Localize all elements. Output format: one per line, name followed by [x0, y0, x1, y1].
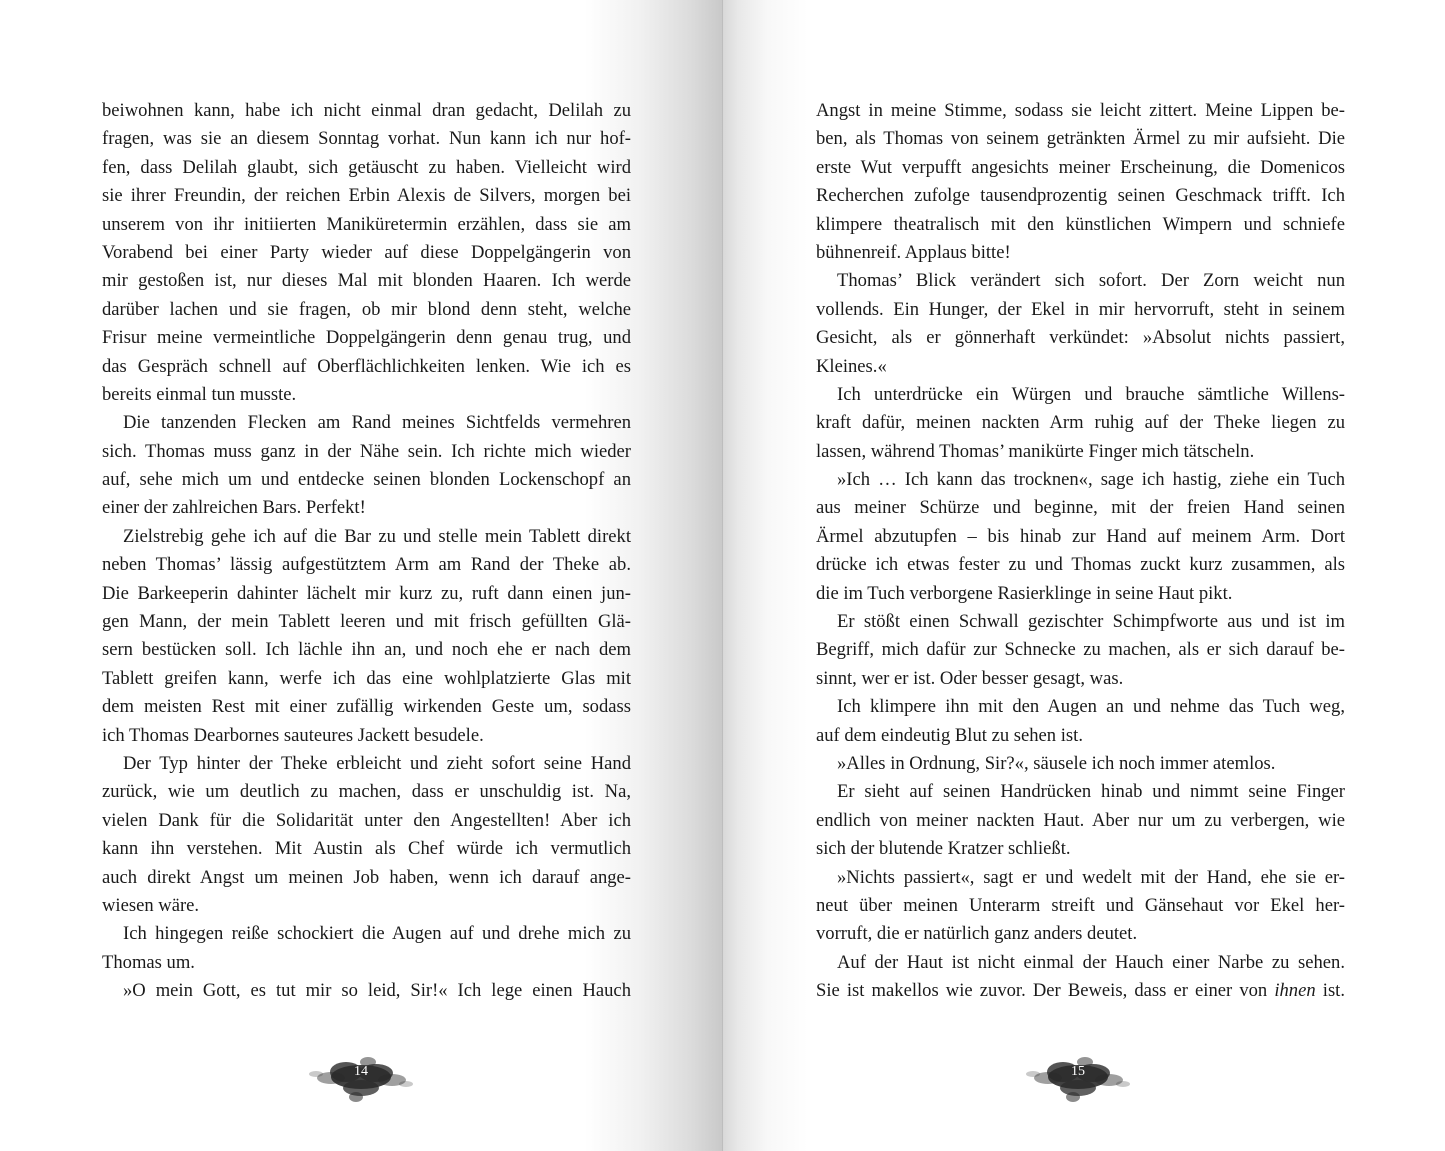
text-line: kraft dafür, meinen nackten Arm ruhig auf der Theke liegen zu — [816, 412, 1345, 434]
text-run: ist. — [1322, 980, 1345, 1002]
text-line: Begriff, mich dafür zur Schnecke zu machen, als er sich darauf be- — [816, 639, 1345, 661]
text-line: vorruft, die er natürlich ganz anders deutet. — [816, 923, 1138, 945]
italic-word: ihnen — [1274, 980, 1316, 1002]
text-line: ich Thomas Dearbornes sauteures Jackett besudele. — [102, 724, 484, 746]
text-line: neben Thomas’ lässig aufgestütztem Arm am Rand der Theke ab. — [102, 554, 631, 576]
text-line: Gesicht, als er gönnerhaft verkündet: »Absolut nichts passiert, — [816, 327, 1345, 349]
text-line — [816, 977, 1345, 1005]
text-line: Ich hingegen reiße schockiert die Augen auf und drehe mich zu — [123, 923, 631, 945]
text-line: Er sieht auf seinen Handrücken hinab und nimmt seine Finger — [837, 781, 1345, 803]
text-line: mir gestoßen ist, nur dieses Mal mit blonden Haaren. Ich werde — [102, 270, 631, 292]
left-page — [0, 0, 722, 1151]
text-line: vollends. Ein Hunger, der Ekel in mir hervorruft, steht in seinem — [816, 298, 1345, 320]
text-line: gen Mann, der mein Tablett leeren und mit frisch gefüllten Glä- — [102, 611, 631, 633]
text-line: »Alles in Ordnung, Sir?«, säusele ich noch immer atemlos. — [837, 752, 1276, 774]
page-number: 15 — [1071, 1064, 1085, 1079]
text-line: sie ihrer Freundin, der reichen Erbin Alexis de Silvers, morgen bei — [102, 185, 631, 207]
text-line: beiwohnen kann, habe ich nicht einmal dran gedacht, Delilah zu — [102, 100, 631, 121]
text-line: sinnt, wer er ist. Oder besser gesagt, was. — [816, 667, 1124, 689]
text-line: fen, dass Delilah glaubt, sich getäuscht zu haben. Vielleicht wird — [102, 156, 631, 178]
text-line: sich. Thomas muss ganz in der Nähe sein. Ich richte mich wieder — [102, 440, 631, 462]
text-line: Zielstrebig gehe ich auf die Bar zu und stelle mein Tablett direkt — [123, 525, 631, 547]
text-line: das Gespräch schnell auf Oberflächlichkeiten lenken. Wie ich es — [102, 355, 631, 377]
text-line: die im Tuch verborgene Rasierklinge in seine Haut pikt. — [816, 582, 1233, 604]
text-line: Vorabend bei einer Party wieder auf diese Doppelgängerin von — [102, 241, 631, 263]
right-page-text — [816, 97, 1345, 1006]
text-line: ben, als Thomas von seinem getränkten Ärmel zu mir aufsieht. Die — [816, 128, 1345, 150]
text-line: Kleines.« — [816, 355, 887, 377]
text-line: wiesen wäre. — [102, 894, 200, 916]
text-line: neut über meinen Unterarm streift und Gänsehaut vor Ekel her- — [816, 894, 1345, 916]
text-line: endlich von meiner nackten Haut. Aber nur um zu verbergen, wie — [816, 809, 1345, 831]
text-line: unserem von ihr initiierten Maniküretermin erzählen, dass sie am — [102, 213, 631, 235]
text-line: »Ich … Ich kann das trocknen«, sage ich hastig, ziehe ein Tuch — [837, 469, 1345, 491]
right-page — [722, 0, 1445, 1151]
left-page-text — [102, 97, 631, 1006]
text-line: »O mein Gott, es tut mir so leid, Sir!« Ich lege einen Hauch — [123, 980, 631, 1002]
text-line: Die tanzenden Flecken am Rand meines Sichtfelds vermehren — [123, 412, 631, 434]
text-line: dem meisten Rest mit einer zufällig wirkenden Geste um, sodass — [102, 696, 631, 718]
text-line: erste Wut verpufft angesichts meiner Erscheinung, die Domenicos — [816, 156, 1345, 178]
text-line: Angst in meine Stimme, sodass sie leicht zittert. Meine Lippen be- — [816, 100, 1345, 121]
text-line: fragen, was sie an diesem Sonntag vorhat. Nun kann ich nur hof- — [102, 128, 631, 150]
text-line: Die Barkeeperin dahinter lächelt mir kurz zu, ruft dann einen jun- — [102, 582, 631, 604]
text-line: sern bestücken soll. Ich lächle ihn an, und noch ehe er nach dem — [102, 639, 631, 661]
text-line: Tablett greifen kann, werfe ich das eine wohlplatzierte Glas mit — [102, 667, 631, 689]
text-line: auf dem eindeutig Blut zu sehen ist. — [816, 724, 1083, 746]
text-line: einer der zahlreichen Bars. Perfekt! — [102, 497, 366, 519]
text-line: Frisur meine vermeintliche Doppelgängerin denn genau trug, und — [102, 327, 631, 349]
text-line: klimpere theatralisch mit den künstlichen Wimpern und schniefe — [816, 213, 1345, 235]
text-line: aus meiner Schürze und beginne, mit der freien Hand seinen — [816, 497, 1345, 519]
text-line: zurück, wie um deutlich zu machen, dass er unschuldig ist. Na, — [102, 781, 631, 803]
text-line: darüber lachen und sie fragen, ob mir blond denn steht, welche — [102, 298, 631, 320]
page-number-ornament — [306, 1050, 416, 1108]
text-line: Der Typ hinter der Theke erbleicht und zieht sofort seine Hand — [123, 752, 631, 774]
text-line: Er stößt einen Schwall gezischter Schimpfworte aus und ist im — [837, 611, 1345, 633]
text-line: Ärmel abzutupfen – bis hinab zur Hand auf meinem Arm. Dort — [816, 525, 1345, 547]
text-line: Ich unterdrücke ein Würgen und brauche sämtliche Willens- — [837, 383, 1345, 405]
text-line: Thomas um. — [102, 951, 195, 973]
text-line: Thomas’ Blick verändert sich sofort. Der Zorn weicht nun — [837, 270, 1345, 292]
text-line: lassen, während Thomas’ manikürte Finger mich tätscheln. — [816, 440, 1255, 462]
text-line: »Nichts passiert«, sagt er und wedelt mit der Hand, ehe sie er- — [837, 866, 1345, 888]
page-number-ornament — [1023, 1050, 1133, 1108]
text-line: Recherchen zufolge tausendprozentig seinen Geschmack trifft. Ich — [816, 185, 1345, 207]
text-line: Auf der Haut ist nicht einmal der Hauch einer Narbe zu sehen. — [837, 951, 1345, 973]
text-line: auch direkt Angst um meinen Job haben, wenn ich darauf ange- — [102, 866, 631, 888]
text-line: bühnenreif. Applaus bitte! — [816, 241, 1011, 263]
text-line: drücke ich etwas fester zu und Thomas zuckt kurz zusammen, als — [816, 554, 1345, 576]
text-line: sich der blutende Kratzer schließt. — [816, 838, 1071, 860]
text-line: bereits einmal tun musste. — [102, 383, 297, 405]
text-line: vielen Dank für die Solidarität unter den Angestellten! Aber ich — [102, 809, 631, 831]
text-run: Sie ist makellos wie zuvor. Der Beweis, dass er einer von — [816, 980, 1268, 1002]
page-number: 14 — [354, 1064, 368, 1079]
text-line: auf, sehe mich um und entdecke seinen blonden Lockenschopf an — [102, 469, 631, 491]
text-line: kann ihn verstehen. Mit Austin als Chef würde ich vermutlich — [102, 838, 631, 860]
text-line: Ich klimpere ihn mit den Augen an und nehme das Tuch weg, — [837, 696, 1345, 718]
